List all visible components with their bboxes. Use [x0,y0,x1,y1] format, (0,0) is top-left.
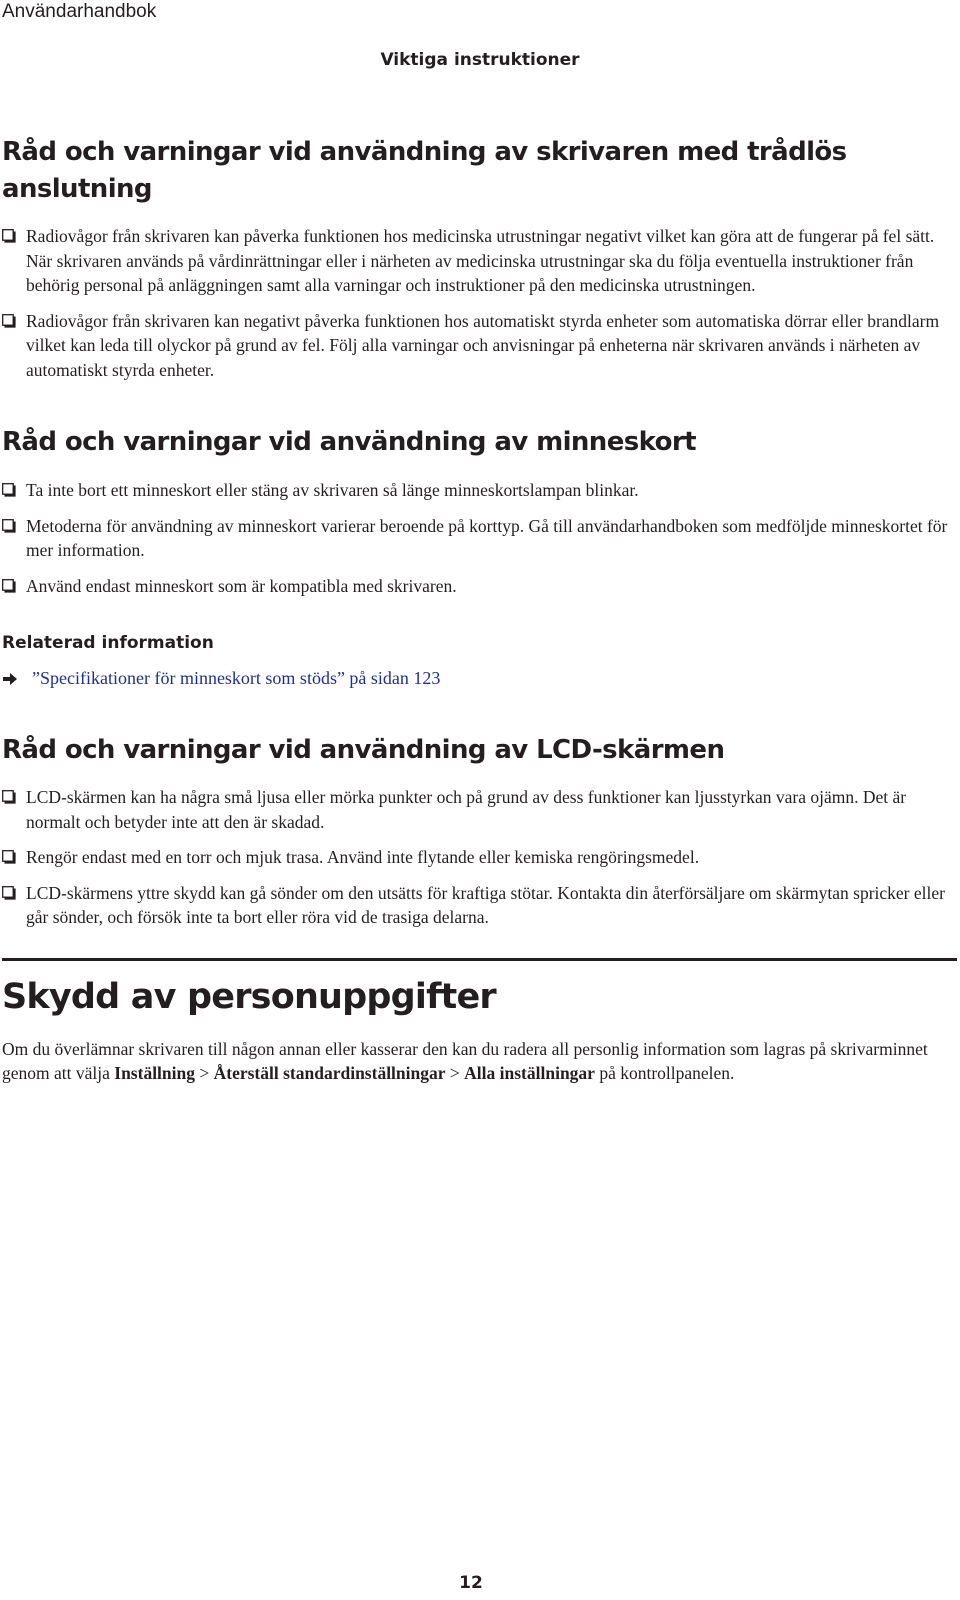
list-item-text: Metoderna för användning av minneskort varierar beroende på korttyp. Gå till användarhandboken som medföljde minneskortet för mer information. [26,515,948,560]
list-item-text: Radiovågor från skrivaren kan negativt påverka funktionen hos automatiskt styrda enheter som automatiska dörrar eller brandlarm vilket kan leda till olyckor på grund av fel. Följ alla varningar och anvisningar på enheterna när skrivaren används i närheten av automatiskt styrda enheter. [26,310,940,380]
section-title-wireless: Råd och varningar vid användning av skrivaren med trådlös anslutning [2,137,847,204]
right-arrow-icon [2,669,18,693]
menu-separator: > [195,1063,214,1084]
menu-path-setting: Inställning [114,1063,195,1084]
checkbox-bullet-icon [2,519,15,532]
list-item [2,845,957,870]
privacy-text-end: på kontrollpanelen. [594,1063,735,1084]
list-item-text: LCD-skärmens yttre skydd kan gå sönder om den utsätts för kraftiga stötar. Kontakta din återförsäljare om skärmytan spricker eller går sönder, och försök inte ta bort eller röra vid de trasiga delarna. [26,882,945,927]
list-item [2,224,957,298]
related-link-text[interactable]: ”Specifikationer för minneskort som stöds” på sidan 123 [32,668,441,688]
checkbox-bullet-icon [2,579,15,592]
section-title-memory-card: Råd och varningar vid användning av minneskort [2,427,696,457]
checkbox-bullet-icon [2,229,15,242]
list-item [2,478,957,503]
menu-separator: > [445,1063,465,1084]
list-item [2,881,957,930]
list-item-text: Rengör endast med en torr och mjuk trasa. Använd inte flytande eller kemiska rengöringsmedel. [26,847,700,867]
checkbox-bullet-icon [2,483,15,496]
chapter-title: Viktiga instruktioner [380,50,580,70]
section-title-lcd: Råd och varningar vid användning av LCD-skärmen [2,735,725,765]
list-item [2,309,957,383]
memory-card-list [2,478,957,598]
menu-path-restore-defaults: Återställ standardinställningar [213,1063,446,1084]
wireless-list [2,224,957,382]
list-item-text: Ta inte bort ett minneskort eller stäng av skrivaren så länge minneskortslampan blinkar. [26,480,639,500]
checkbox-bullet-icon [2,314,15,327]
list-item-text: Radiovågor från skrivaren kan påverka funktionen hos medicinska utrustningar negativt vilket kan göra att de fungerar på fel sätt. När skrivaren används på vårdinrättningar eller i närheten av medicinska utrustningar ska du följa eventuella instruktioner från behörig personal på anläggningen samt alla varningar och instruktioner på den medicinska utrustningen. [26,226,935,295]
checkbox-bullet-icon [2,790,15,803]
privacy-text: Om du överlämnar skrivaren till någon annan eller kasserar den kan du radera all personlig information som lagras på skrivarminnet genom att välja [2,1038,928,1084]
related-information-heading: Relaterad information [2,633,214,653]
section-title-privacy: Skydd av personuppgifter [2,976,496,1017]
checkbox-bullet-icon [2,850,15,863]
privacy-paragraph [2,1037,957,1087]
section-divider [2,958,957,961]
list-item [2,514,957,563]
checkbox-bullet-icon [2,886,15,899]
list-item-text: Använd endast minneskort som är kompatibla med skrivaren. [26,575,457,596]
list-item [2,574,957,599]
menu-path-all-settings: Alla inställningar [464,1063,595,1084]
list-item [2,785,957,834]
running-header: Användarhandbok [2,1,157,22]
page-number: 12 [459,1573,483,1593]
list-item-text: LCD-skärmen kan ha några små ljusa eller mörka punkter och på grund av dess funktioner kan ljusstyrkan vara ojämn. Det är normalt och betyder inte att den är skadad. [26,787,907,832]
page-content [2,134,957,1086]
related-link[interactable] [2,666,957,690]
lcd-list [2,785,957,930]
